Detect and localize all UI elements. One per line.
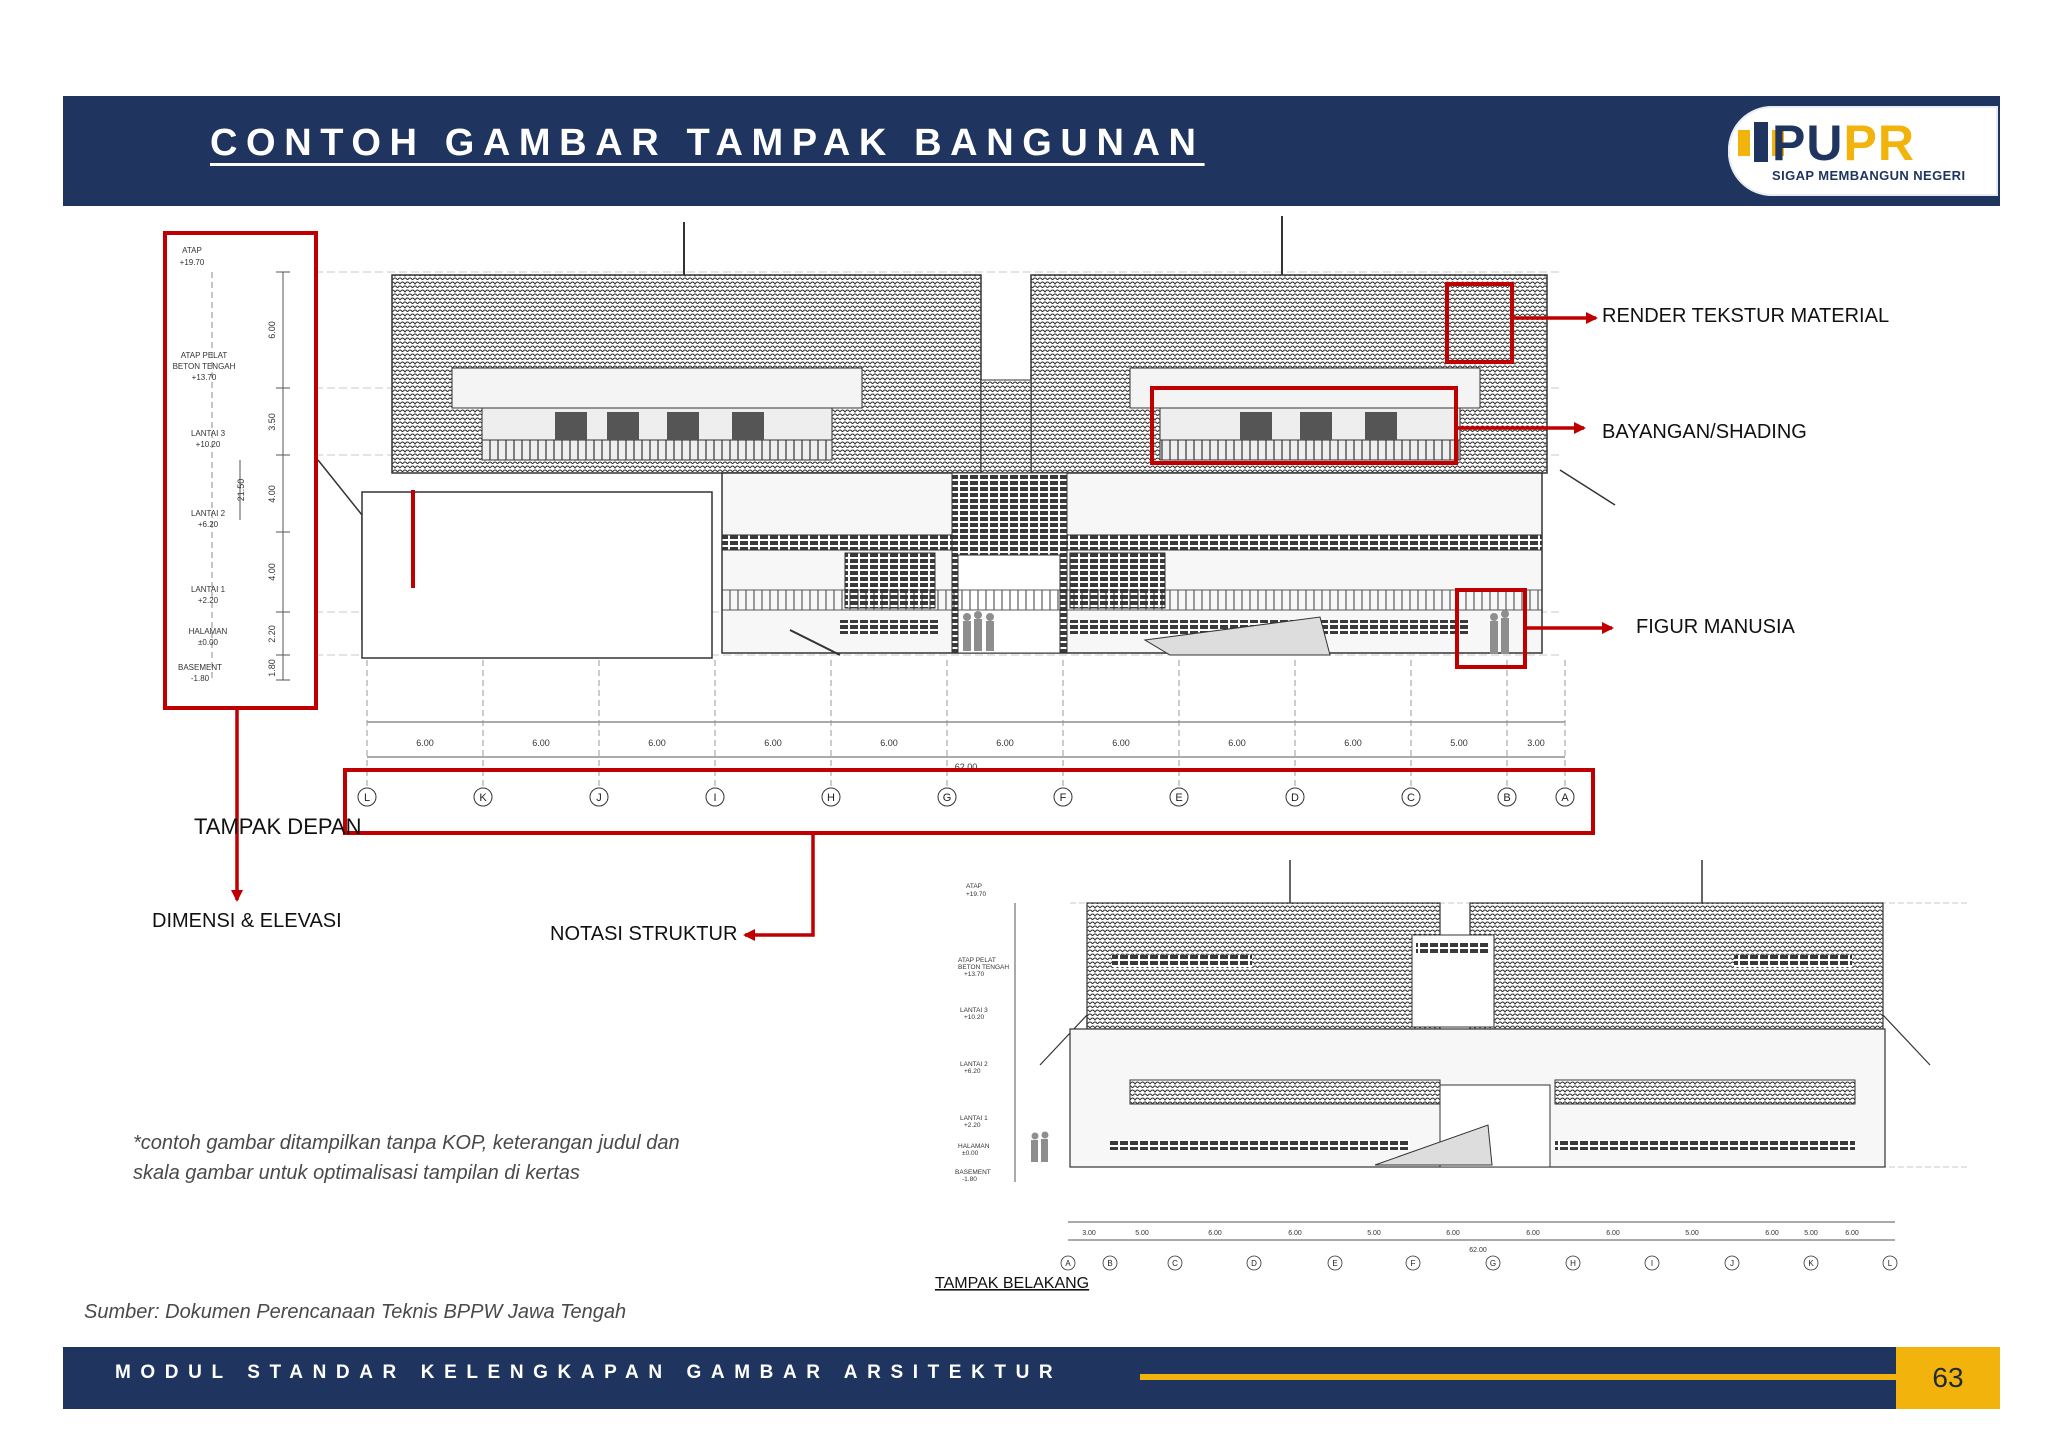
svg-text:62.00: 62.00 (954, 762, 978, 772)
svg-text:+2.20: +2.20 (197, 596, 219, 605)
svg-text:62.00: 62.00 (1469, 1247, 1487, 1254)
svg-text:6.00: 6.00 (532, 738, 550, 748)
source-note: Sumber: Dokumen Perencanaan Teknis BPPW Jawa Tengah (84, 1301, 627, 1323)
svg-text:6.00: 6.00 (1344, 738, 1362, 748)
callout-dimensions: DIMENSI & ELEVASI (152, 910, 342, 932)
svg-text:A: A (1065, 1259, 1071, 1268)
svg-text:+6.20: +6.20 (964, 1068, 981, 1075)
svg-text:K: K (479, 792, 487, 804)
front-elevation (173, 216, 1615, 806)
svg-text:5.00: 5.00 (1367, 1230, 1381, 1237)
svg-text:BASEMENT: BASEMENT (955, 1169, 991, 1176)
svg-text:+13.70: +13.70 (191, 373, 217, 382)
svg-text:LANTAI 1: LANTAI 1 (960, 1115, 988, 1122)
svg-text:ATAP PELAT: ATAP PELAT (180, 351, 228, 360)
footer-accent-line (1140, 1374, 1900, 1380)
svg-text:4.00: 4.00 (267, 485, 277, 503)
svg-text:1.80: 1.80 (267, 659, 277, 677)
footer-module-title: MODUL STANDAR KELENGKAPAN GAMBAR ARSITEKTUR (115, 1362, 1063, 1383)
svg-text:6.00: 6.00 (1208, 1230, 1222, 1237)
svg-text:4.00: 4.00 (267, 563, 277, 581)
svg-text:6.00: 6.00 (996, 738, 1014, 748)
svg-text:6.00: 6.00 (416, 738, 434, 748)
svg-text:3.50: 3.50 (267, 413, 277, 431)
svg-text:6.00: 6.00 (648, 738, 666, 748)
svg-text:BASEMENT: BASEMENT (177, 663, 223, 672)
svg-text:5.00: 5.00 (1135, 1230, 1149, 1237)
svg-text:ATAP PELAT: ATAP PELAT (958, 957, 996, 964)
svg-text:+13.70: +13.70 (964, 971, 985, 978)
callout-human-figure: FIGUR MANUSIA (1636, 616, 1795, 638)
svg-text:LANTAI 1: LANTAI 1 (190, 585, 226, 594)
front-elevation-caption: TAMPAK DEPAN (194, 814, 362, 839)
page-title: CONTOH GAMBAR TAMPAK BANGUNAN (210, 122, 1205, 164)
svg-text:B: B (1107, 1259, 1113, 1268)
svg-text:21.50: 21.50 (236, 478, 246, 502)
page-number: 63 (1932, 1362, 1964, 1393)
svg-text:±0.00: ±0.00 (198, 638, 218, 647)
svg-text:3.00: 3.00 (1082, 1230, 1096, 1237)
svg-text:+10.20: +10.20 (964, 1014, 985, 1021)
structure-arrow (745, 833, 813, 935)
svg-text:5.00: 5.00 (1450, 738, 1468, 748)
svg-text:+19.70: +19.70 (179, 258, 205, 267)
callout-structure: NOTASI STRUKTUR (550, 923, 738, 945)
svg-text:C: C (1172, 1259, 1178, 1268)
svg-text:-1.80: -1.80 (962, 1176, 977, 1183)
front-level-marks (173, 246, 236, 683)
svg-text:6.00: 6.00 (1112, 738, 1130, 748)
footnote: *contoh gambar ditampilkan tanpa KOP, keterangan judul dan skala gambar untuk optimalisasi tampilan di kertas (133, 1132, 680, 1184)
svg-text:I: I (713, 792, 717, 804)
svg-text:HALAMAN: HALAMAN (188, 627, 228, 636)
logo-brand: PUPR (1772, 115, 1915, 171)
svg-text:5.00: 5.00 (1804, 1230, 1818, 1237)
svg-text:5.00: 5.00 (1685, 1230, 1699, 1237)
svg-text:A: A (1561, 792, 1569, 804)
svg-text:D: D (1291, 792, 1299, 804)
svg-text:6.00: 6.00 (267, 321, 277, 339)
svg-text:H: H (827, 792, 835, 804)
svg-text:D: D (1251, 1259, 1257, 1268)
svg-text:3.00: 3.00 (1527, 738, 1545, 748)
svg-text:B: B (1503, 792, 1511, 804)
rear-elevation-caption: TAMPAK BELAKANG (935, 1275, 1090, 1292)
svg-text:L: L (363, 792, 371, 804)
svg-text:+19.70: +19.70 (966, 891, 987, 898)
svg-text:F: F (1059, 792, 1067, 804)
callout-shading: BAYANGAN/SHADING (1602, 421, 1807, 443)
svg-text:J: J (596, 792, 602, 804)
svg-text:6.00: 6.00 (1526, 1230, 1540, 1237)
svg-text:E: E (1332, 1259, 1338, 1268)
svg-text:HALAMAN: HALAMAN (958, 1143, 990, 1150)
callout-texture: RENDER TEKSTUR MATERIAL (1602, 305, 1890, 327)
svg-text:6.00: 6.00 (1288, 1230, 1302, 1237)
svg-text:6.00: 6.00 (1845, 1230, 1859, 1237)
svg-text:±0.00: ±0.00 (962, 1150, 979, 1157)
svg-text:LANTAI 2: LANTAI 2 (960, 1061, 988, 1068)
svg-text:G: G (942, 792, 952, 804)
svg-text:F: F (1410, 1259, 1416, 1268)
svg-text:G: G (1489, 1259, 1497, 1268)
svg-text:ATAP: ATAP (966, 883, 983, 890)
svg-text:BETON TENGAH: BETON TENGAH (958, 964, 1010, 971)
logo-tagline: SIGAP MEMBANGUN NEGERI (1772, 168, 1966, 183)
svg-text:BETON TENGAH: BETON TENGAH (172, 362, 236, 371)
rear-elevation (955, 860, 1970, 1270)
svg-text:6.00: 6.00 (880, 738, 898, 748)
svg-text:ATAP: ATAP (182, 246, 202, 255)
svg-text:6.00: 6.00 (764, 738, 782, 748)
svg-text:L: L (1887, 1259, 1893, 1268)
svg-text:E: E (1175, 792, 1183, 804)
svg-text:I: I (1650, 1259, 1654, 1268)
svg-text:-1.80: -1.80 (190, 674, 210, 683)
svg-text:H: H (1570, 1259, 1576, 1268)
svg-text:+2.20: +2.20 (964, 1122, 981, 1129)
svg-text:J: J (1730, 1259, 1734, 1268)
svg-text:LANTAI 3: LANTAI 3 (190, 429, 226, 438)
svg-text:6.00: 6.00 (1228, 738, 1246, 748)
svg-text:+6.20: +6.20 (197, 520, 219, 529)
svg-text:2.20: 2.20 (267, 625, 277, 643)
svg-text:LANTAI 2: LANTAI 2 (190, 509, 226, 518)
svg-text:LANTAI 3: LANTAI 3 (960, 1007, 988, 1014)
svg-text:6.00: 6.00 (1446, 1230, 1460, 1237)
svg-text:C: C (1407, 792, 1415, 804)
svg-text:6.00: 6.00 (1606, 1230, 1620, 1237)
svg-text:6.00: 6.00 (1765, 1230, 1779, 1237)
svg-text:K: K (1808, 1259, 1814, 1268)
svg-text:+10.20: +10.20 (195, 440, 221, 449)
